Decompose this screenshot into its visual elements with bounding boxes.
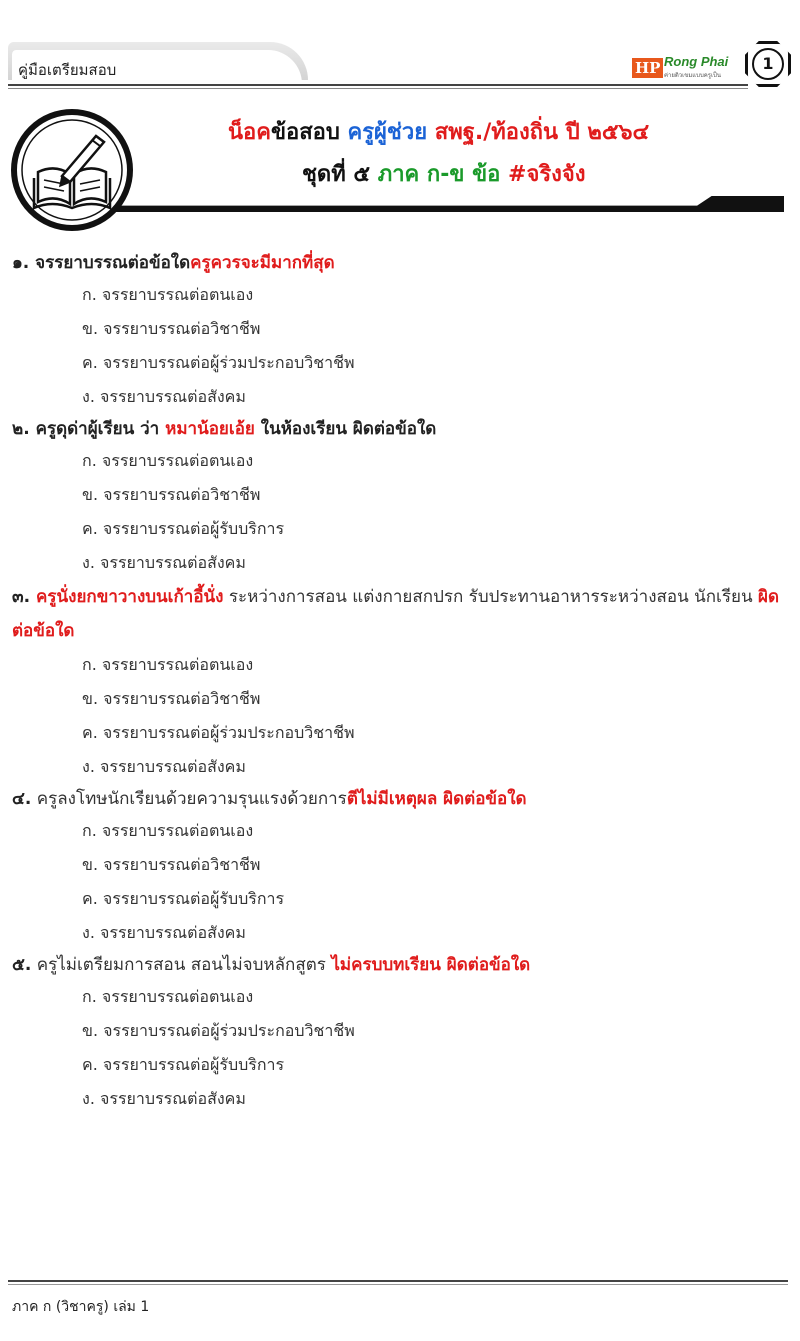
answer-option: ค. จรรยาบรรณต่อผู้รับบริการ (82, 889, 285, 908)
rong-phai-logo (632, 52, 742, 82)
page-number: 1 (752, 48, 784, 80)
question-number: ๑. (12, 253, 30, 273)
question-text-part: ไม่ครบบทเรียน ผิดต่อข้อใด (331, 955, 531, 975)
question-text-part: ครูนั่งยกขาวางบนเก้าอี้นั่ง (36, 587, 224, 607)
answer-option: ค. จรรยาบรรณต่อผู้รับบริการ (82, 519, 285, 538)
question-number: ๒. (12, 419, 30, 439)
question-3 (12, 580, 788, 648)
question-text-part: จรรยาบรรณต่อข้อใด (29, 253, 191, 273)
question-text-part: ตีไม่มีเหตุผล ผิดต่อข้อใด (346, 789, 527, 809)
book-pen-icon (10, 108, 134, 232)
footer-divider (8, 1280, 788, 1282)
answer-option: ข. จรรยาบรรณต่อวิชาชีพ (82, 855, 261, 874)
header-divider-thin (8, 88, 748, 89)
question-number: ๕. (12, 955, 32, 975)
question-number: ๔. (12, 789, 32, 809)
logo-hp-mark: HP (632, 58, 663, 78)
answer-option: ง. จรรยาบรรณต่อสังคม (82, 923, 246, 942)
answer-option: ก. จรรยาบรรณต่อตนเอง (82, 655, 254, 674)
header-title: คู่มือเตรียมสอบ (18, 61, 117, 79)
title-agency-year: สพฐ./ท้องถิ่น ปี ๒๕๖๔ (434, 120, 650, 145)
answer-option: ก. จรรยาบรรณต่อตนเอง (82, 821, 254, 840)
title-knock: น็อค (228, 120, 271, 145)
answer-option: ก. จรรยาบรรณต่อตนเอง (82, 987, 254, 1006)
question-text-part: ครูควรจะมีมากที่สุด (190, 253, 335, 273)
answer-option: ข. จรรยาบรรณต่อวิชาชีพ (82, 485, 261, 504)
answer-option: ง. จรรยาบรรณต่อสังคม (82, 553, 246, 572)
answer-option: ค. จรรยาบรรณต่อผู้ร่วมประกอบวิชาชีพ (82, 353, 355, 372)
question-text-part: หมาน้อยเอ้ย (165, 419, 255, 439)
question-text-part: ผิดต่อข้อใด (12, 587, 779, 641)
title-assistant-teacher: ครูผู้ช่วย (347, 120, 435, 145)
answer-option: ข. จรรยาบรรณต่อวิชาชีพ (82, 689, 261, 708)
title-band (60, 196, 784, 212)
question-5 (12, 950, 788, 980)
footer-divider-thin (8, 1284, 788, 1285)
answer-option: ข. จรรยาบรรณต่อผู้ร่วมประกอบวิชาชีพ (82, 1021, 355, 1040)
question-text-part: ครูลงโทษนักเรียนด้วยความรุนแรงด้วยการ (31, 789, 347, 809)
question-text-part: ในห้องเรียน ผิดต่อข้อใด (254, 419, 437, 439)
title-exam: ข้อสอบ (270, 120, 348, 145)
question-text-part: ระหว่างการสอน แต่งกายสกปรก รับประทานอาหารระหว่างสอน นักเรียน (223, 587, 758, 607)
answer-option: ง. จรรยาบรรณต่อสังคม (82, 757, 246, 776)
answer-option: ค. จรรยาบรรณต่อผู้รับบริการ (82, 1055, 285, 1074)
question-text-part: ครูไม่เตรียมการสอน สอนไม่จบหลักสูตร (31, 955, 332, 975)
logo-name: Rong Phai (664, 54, 729, 69)
answer-option: ข. จรรยาบรรณต่อวิชาชีพ (82, 319, 261, 338)
question-4 (12, 784, 788, 814)
answer-option: ค. จรรยาบรรณต่อผู้ร่วมประกอบวิชาชีพ (82, 723, 355, 742)
page-title-line1 (228, 114, 649, 149)
footer-text: ภาค ก (วิชาครู) เล่ม 1 (12, 1299, 150, 1315)
answer-option: ง. จรรยาบรรณต่อสังคม (82, 1089, 246, 1108)
title-section: ภาค ก-ข (377, 162, 473, 187)
question-number: ๓. (12, 587, 31, 607)
answer-option: ง. จรรยาบรรณต่อสังคม (82, 387, 246, 406)
page-title-line2 (302, 156, 586, 191)
title-item: ข้อ (472, 162, 509, 187)
question-2 (12, 414, 788, 444)
logo-subtitle: ค่ายติวเขมแบบครูเป็น (664, 73, 721, 79)
title-set: ชุดที่ ๕ (302, 162, 378, 187)
question-text-part: ครูดุด่าผู้เรียน ว่า (29, 419, 166, 439)
question-1 (12, 248, 788, 278)
title-hashtag: #จริงจัง (508, 162, 586, 187)
question-list (12, 248, 788, 1116)
answer-option: ก. จรรยาบรรณต่อตนเอง (82, 451, 254, 470)
answer-option: ก. จรรยาบรรณต่อตนเอง (82, 285, 254, 304)
header-divider (8, 84, 748, 86)
